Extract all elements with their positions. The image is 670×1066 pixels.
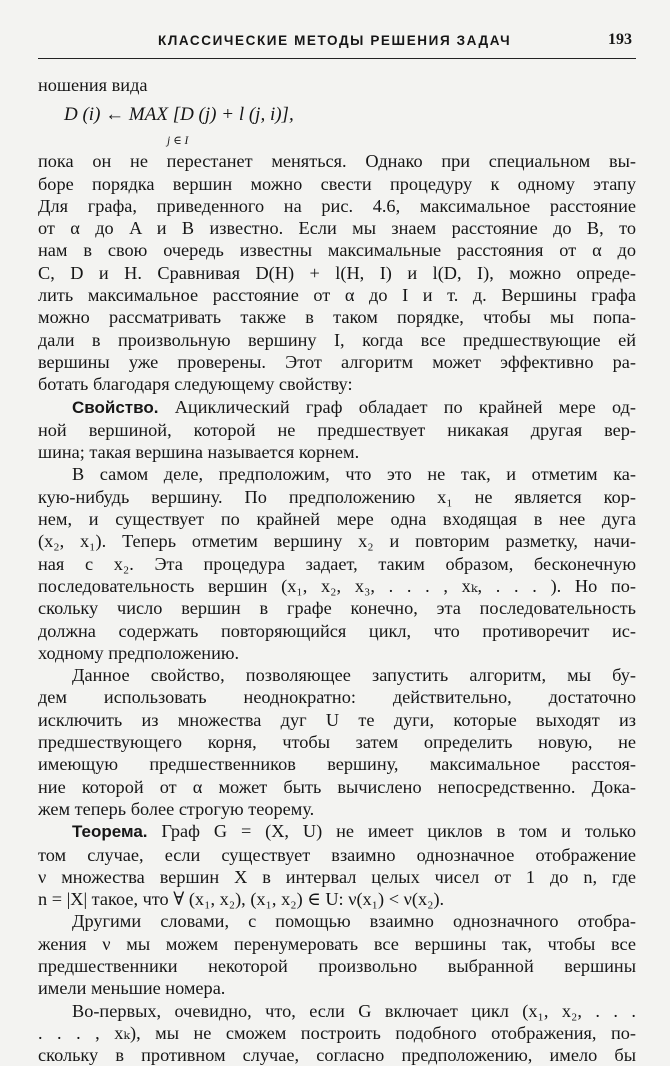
theorem-term: Теорема. [72,822,148,842]
text-line: предшествующего корня, чтобы затем определить новую, не [38,732,636,753]
text-line: В самом деле, предположим, что это не так, и отметим ка- [72,464,636,485]
text-line: имели меньшие номера. [38,978,226,999]
text-line: скольку в противном случае, согласно предположению, имело бы [38,1045,636,1066]
text-line: можно рассматривать также в таком порядке, чтобы мы попа- [38,307,636,328]
text-line: боре порядка вершин можно свести процедуру к одному этапу [38,173,636,194]
formula-subscript: j ∈ I [167,135,189,148]
page-header [38,28,636,59]
text-line: имеющую предшественников вершину, максимальное расстоя- [38,754,636,775]
text-line: нем, и существует по крайней мере одна входящая в нее дуга [38,509,636,530]
text-line: должна содержать повторяющийся цикл, что противоречит ис- [38,620,636,641]
text-line: дали в произвольную вершину I, когда все предшествующие ей [38,329,636,350]
text-line: (x₂, x₁). Теперь отметим вершину x₂ и повторим разметку, начи- [38,531,636,552]
formula-expression: D (i) ← MAX [D (j) + l (j, i)], [64,104,294,126]
text-line: ν множества вершин X в интервал целых чисел от 1 до n, где [38,866,636,887]
text-line: от α до A и B известно. Если мы знаем расстояние до B, то [38,218,636,239]
theorem-text: Граф G = (X, U) не имеет циклов в том и только [147,821,636,842]
body-text [38,74,636,1066]
text-line: C, D и H. Сравнивая D(H) + l(H, I) и l(D, I), можно опреде- [38,262,636,283]
text-line: жем теперь более строгую теорему. [38,798,315,819]
text-line: ная с x₂. Эта процедура задает, таким образом, бесконечную [38,553,636,574]
text-line: Другими словами, с помощью взаимно однозначного отобра- [72,911,636,932]
text-line: пока он не перестанет меняться. Однако при специальном вы- [38,151,636,172]
page-number: 193 [608,31,632,48]
text-line: лить максимальное расстояние от α до I и т. д. Вершины графа [38,285,636,306]
text-line: шина; такая вершина называется корнем. [38,442,360,463]
running-title: КЛАССИЧЕСКИЕ МЕТОДЫ РЕШЕНИЯ ЗАДАЧ [158,33,512,48]
formula [38,98,636,146]
text-line: ходному предположению. [38,642,240,663]
text-line: скольку число вершин в графе конечно, эта последовательность [38,598,636,619]
theorem-line [38,820,636,843]
text-line: ной вершиной, которой не предшествует никакая другая вер- [38,419,636,440]
property-term: Свойство. [72,397,159,417]
text-line: Данное свойство, позволяющее запустить алгоритм, мы бу- [72,665,636,686]
text-line: Во-первых, очевидно, что, если G включает цикл (x₁, x₂, . . . [72,1000,636,1021]
text-line: предшественники некоторой произвольно выбранной вершины [38,955,636,976]
text-line: нам в свою очередь известны максимальные расстояния от α до [38,240,636,261]
text-line: n = |X| такое, что ∀ (x₁, x₂), (x₁, x₂) ∈ U: ν(x₁) < ν(x₂). [38,889,445,910]
text-line: том случае, если существует взаимно однозначное отображение [38,844,636,865]
text-line: вершины уже проверены. Этот алгоритм может эффективно ра- [38,351,636,372]
text-line: последовательность вершин (x₁, x₂, x₃, . . . , xₖ, . . . ). Но по- [38,575,636,596]
text-line: жения ν мы можем перенумеровать все вершины так, чтобы все [38,933,636,954]
text-line: дем использовать неоднократно: действительно, достаточно [38,687,636,708]
text-line: ние которой от α может быть вычислено непосредственно. Дока- [38,776,636,797]
text-line: исключить из множества дуг U те дуги, которые выходят из [38,709,636,730]
text-line: кую-нибудь вершину. По предположению x₁ не является кор- [38,486,636,507]
text-line: . . . , xₖ), мы не сможем построить подобного отображения, по- [38,1022,636,1043]
text-line: Для графа, приведенного на рис. 4.6, максимальное расстояние [38,195,636,216]
property-line [38,396,636,419]
intro-line: ношения вида [38,75,148,95]
text-line: ботать благодаря следующему свойству: [38,374,353,395]
property-text: Ациклический граф обладает по крайней мере од- [158,396,636,417]
